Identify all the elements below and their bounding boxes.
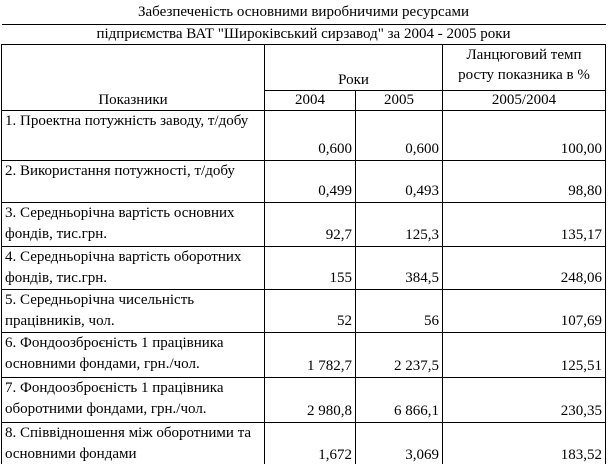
value-2004-cell: 2 980,8	[265, 378, 356, 423]
indicator-name-cell: 7. Фондоозброєність 1 працівника оборотними фондами, грн./чол.	[2, 378, 265, 423]
value-2004-cell: 1 782,7	[265, 333, 356, 378]
header-row-1	[2, 45, 606, 91]
value-2005-cell: 384,5	[356, 247, 443, 290]
value-2005-cell: 56	[356, 290, 443, 333]
indicator-name-cell: 8. Співвідношення між оборотними та основними фондами	[2, 423, 265, 464]
growth-rate-cell: 135,17	[443, 203, 606, 247]
value-2004-cell: 52	[265, 290, 356, 333]
value-2005-cell: 0,600	[356, 111, 443, 161]
value-2005-cell: 6 866,1	[356, 378, 443, 423]
table-title-line-1: Забезпеченість основними виробничими ресурсами	[2, 1, 606, 25]
year-2004-header: 2004	[265, 91, 356, 111]
years-group-header: Роки	[265, 45, 443, 91]
indicator-name-cell: 4. Середньорічна вартість оборотних фондів, тис.грн.	[2, 247, 265, 290]
table-row	[2, 333, 606, 378]
title-row-2	[2, 25, 606, 45]
growth-rate-cell: 183,52	[443, 423, 606, 464]
indicator-name-cell: 5. Середньорічна чисельність працівників, чол.	[2, 290, 265, 333]
table-row	[2, 290, 606, 333]
value-2004-cell: 155	[265, 247, 356, 290]
indicator-name-cell: 1. Проектна потужність заводу, т/добу	[2, 111, 265, 161]
indicator-name-cell: 6. Фондоозброєність 1 працівника основними фондами, грн./чол.	[2, 333, 265, 378]
value-2004-cell: 92,7	[265, 203, 356, 247]
resources-table	[1, 1, 606, 464]
value-2004-cell: 0,600	[265, 111, 356, 161]
growth-rate-cell: 248,06	[443, 247, 606, 290]
value-2004-cell: 1,672	[265, 423, 356, 464]
growth-rate-cell: 125,51	[443, 333, 606, 378]
value-2005-cell: 2 237,5	[356, 333, 443, 378]
year-2005-header: 2005	[356, 91, 443, 111]
indicator-name-cell: 2. Використання потужності, т/добу	[2, 161, 265, 203]
table-row	[2, 423, 606, 464]
growth-rate-header-line-1: Ланцюговий темп	[466, 47, 582, 63]
table-row	[2, 247, 606, 290]
table-row	[2, 161, 606, 203]
table-body	[2, 111, 606, 464]
title-row-1	[2, 1, 606, 25]
growth-rate-header-line-2: росту показника в %	[458, 67, 590, 83]
table-row	[2, 378, 606, 423]
indicator-column-header: Показники	[2, 45, 265, 111]
growth-rate-cell: 100,00	[443, 111, 606, 161]
value-2005-cell: 3,069	[356, 423, 443, 464]
value-2005-cell: 0,493	[356, 161, 443, 203]
value-2004-cell: 0,499	[265, 161, 356, 203]
growth-rate-cell: 230,35	[443, 378, 606, 423]
indicator-name-cell: 3. Середньорічна вартість основних фондів, тис.грн.	[2, 203, 265, 247]
growth-rate-cell: 98,80	[443, 161, 606, 203]
table-title-line-2: підприємства ВАТ "Широківський сирзавод" за 2004 - 2005 роки	[2, 25, 606, 45]
growth-rate-header	[443, 45, 606, 91]
value-2005-cell: 125,3	[356, 203, 443, 247]
growth-rate-cell: 107,69	[443, 290, 606, 333]
table-row	[2, 203, 606, 247]
growth-period-header: 2005/2004	[443, 91, 606, 111]
table-row	[2, 111, 606, 161]
